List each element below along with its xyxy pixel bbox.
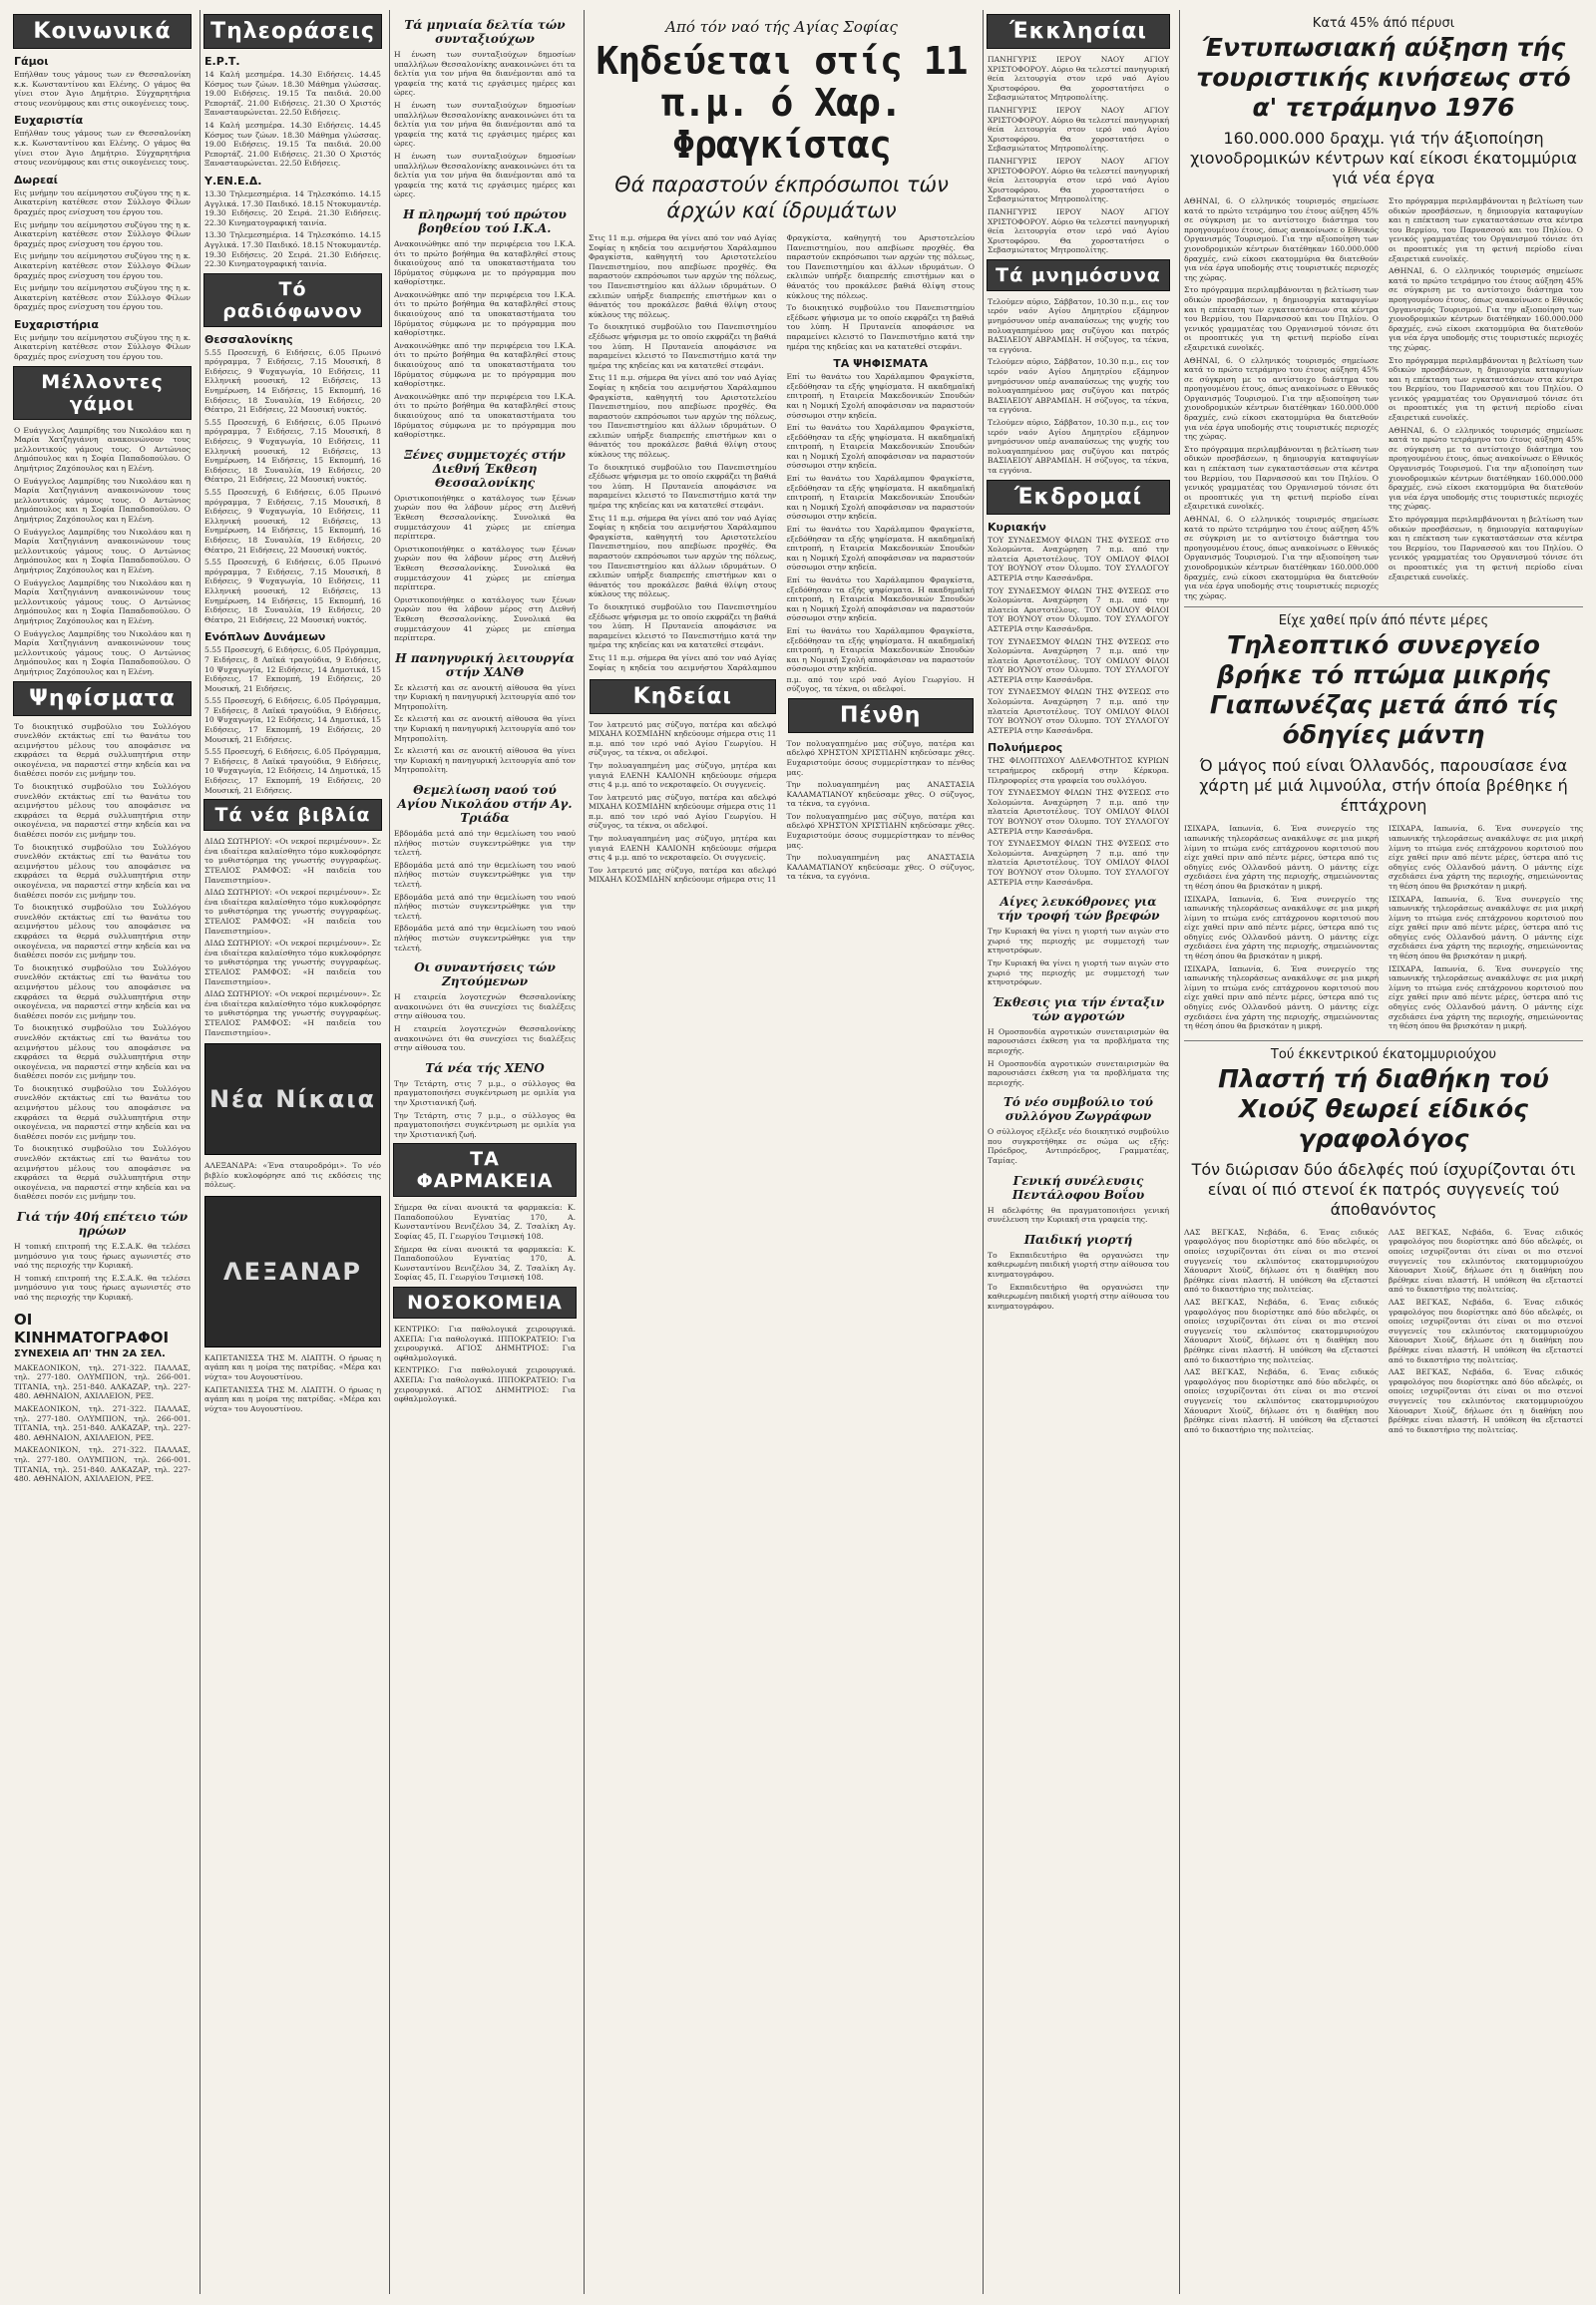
text-books-3: ΔΙΔΩ ΣΩΤΗΡΙΟΥ: «Οι νεκροί περιμένουν». Σε ένα ιδιαίτερα καλαίσθητο τόμο κυκλοφόρησε το μυθιστόρημα της γνωστής συγγραφέως. ΣΤΕΛΙΟΣ ΡΑΜΦΟΣ: «Η παιδεία του Πανεπιστημίου». [204,939,381,986]
text-leitourgia-2: Σε κλειστή και σε ανοικτή αίθουσα θα γίνει την Κυριακή η πανηγυρική λειτουργία από τον Μητροπολίτη. [394,714,576,743]
text-synantiseis-2: Η εταιρεία λογοτεχνών Θεσσαλονίκης ανακοινώνει ότι θα συνεχίσει τις διαλέξεις στην αίθουσα του. [394,1023,576,1053]
text-japan-5: ΙΣΙΧΑΡΑ, Ιαπωνία, 6. Ένα συνεργείο της ιαπωνικής τηλεοράσεως ανακάλυψε σε μια μικρή λίμνη το πτώμα ενός επτάχρονου κοριτσιού που είχε χαθεί πριν από πέντε μέρες, ύστερα από τις οδηγίες ενός Ολλανδού μάντη. Ο μάντης είχε σχεδιάσει ένα χάρτη της περιοχής, σημειώνοντας τη θέση όπου θα βρισκόταν η μικρή. [1389,894,1583,961]
text-will-3: ΛΑΣ ΒΕΓΚΑΣ, Νεβάδα, 6. Ένας ειδικός γραφολόγος που διορίστηκε από δύο αδελφές, οι οποίες ισχυρίζονται ότι είναι οι πιο στενοί συγγενείς του εκλιπόντος εκατομμυριούχου Χάουαρντ Χιούζ, δήλωσε ότι η διαθήκη που βρέθηκε είναι πλαστή. Η υπόθεση θα εξεταστεί από το δικαστήριο της πολιτείας. [1184,1367,1379,1434]
text-penthi-3: Τον πολυαγαπημένο μας σύζυγο, πατέρα και αδελφό ΧΡΗΣΤΟΝ ΧΡΙΣΤΙΔΗΝ κηδεύσαμε χθες. Ευχαριστούμε όσους συμμερίστηκαν το πένθος μας. [786,811,975,850]
photo-neo-nikaia: Νέα Νίκαια [204,1043,381,1155]
subhead-enoplwn: Ενόπλων Δυνάμεων [204,630,326,644]
section-head-tv: Τηλεοράσεις [203,14,382,49]
text-tourism-7: ΑΘΗΝΑΙ, 6. Ο ελληνικός τουρισμός σημείωσε κατά το πρώτο τετράμηνο του έτους αύξηση 45% σε σύγκριση με το αντίστοιχο διάστημα του προηγουμένου έτους, όπως ανακοίνωσε ο Εθνικός Οργανισμός Τουρισμού. Για την αξιοποίηση των χιονοδρομικών κέντρων διατέθηκαν 160.000.000 δραχμές, ενώ είκοσι εκατομμύρια θα διατεθούν για νέα έργα υποδομής στις τουριστικές περιοχές της χώρας. [1389,266,1583,352]
text-ika-3: Ανακοινώθηκε από την περιφέρεια του Ι.Κ.Α. ότι το πρώτο βοήθημα θα καταβληθεί στους δικαιούχους από τα υποκαταστήματα του Ιδρύματος σύμφωνα με το πρόγραμμα που καθορίστηκε. [394,340,576,389]
section-head-kideiai: Κηδείαι [590,679,776,714]
text-psifismata: Το διοικητικό συμβούλιο του Συλλόγου συνελθόν εκτάκτως επί τω θανάτω του αειμνήστου μέλους του αποφάσισε να εκφράσει τα θερμά συλλυπητήρια στην οικογένεια, να παραστεί στην κηδεία και να διαθέσει ποσόν εις μνήμην του. [14,721,191,779]
deck-japan: Ό μάγος πού είναι Όλλανδός, παρουσίασε ένα χάρτη μέ μιά λιμνούλα, στήν όποία βρέθηκε ή έπτάχρονη [1199,756,1568,816]
text-mellontes-5: Ο Ευάγγελος Λαμπρίδης του Νικολάου και η Μαρία Χατζηγιάννη ανακοινώνουν τους μελλοντικούς γάμους τους. Ο Αντώνιος Δημόπουλος και η Σοφία Παπαδοπούλου. Ο Δημήτριος Ζαχόπουλος και η Ελένη. [14,628,191,676]
text-tourism-3: ΑΘΗΝΑΙ, 6. Ο ελληνικός τουρισμός σημείωσε κατά το πρώτο τετράμηνο του έτους αύξηση 45% σε σύγκριση με το αντίστοιχο διάστημα του προηγουμένου έτους, όπως ανακοίνωσε ο Εθνικός Οργανισμός Τουρισμού. Για την αξιοποίηση των χιονοδρομικών κέντρων διατέθηκαν 160.000.000 δραχμές, ενώ είκοσι εκατομμύρια θα διατεθούν για νέα έργα υποδομής στις τουριστικές περιοχές της χώρας. [1184,355,1379,442]
headline-frangistas: Κηδεύεται στίς 11 π.μ. ό Χαρ. Φραγκίστας [596,39,968,167]
text-psif-6: Επί τω θανάτω του Χαράλαμπου Φραγκίστα, εξεδόθησαν τα εξής ψηφίσματα. Η ακαδημαϊκή επιτροπή, η Εταιρεία Μακεδονικών Σπουδών και η Νομική Σχολή αποφάσισαν να παραστούν σύσσωμοι στην κηδεία. [786,625,975,674]
column-tv-radio [200,10,385,2294]
text-enoplwn: 5.55 Προσευχή, 6 Ειδήσεις, 6.05 Πρόγραμμα, 7 Ειδήσεις, 8 Λαϊκά τραγούδια, 9 Ειδήσεις, 10 Ψυχαγωγία, 12 Ειδήσεις, 14 Δημοτικά, 15 Ειδήσεις, 17 Εκπομπή, 19 Ειδήσεις, 20 Μουσική, 21 Ειδήσεις. [204,645,381,693]
text-kideiai: Τον λατρευτό μας σύζυγο, πατέρα και αδελφό ΜΙΧΑΗΛ ΚΟΣΜΙΔΗΝ κηδεύουμε σήμερα στις 11 π.μ. από τον ιερό ναό Αγίου Γεωργίου. Η σύζυγος, τα τέκνα, οι αδελφοί. [589,719,777,758]
text-leitourgia-3: Σε κλειστή και σε ανοικτή αίθουσα θα γίνει την Κυριακή η πανηγυρική λειτουργία από τον Μητροπολίτη. [394,746,576,775]
text-ika-4: Ανακοινώθηκε από την περιφέρεια του Ι.Κ.Α. ότι το πρώτο βοήθημα θα καταβληθεί στους δικαιούχους από τα υποκαταστήματα του Ιδρύματος σύμφωνα με το πρόγραμμα που καθορίστηκε. [394,391,576,440]
text-yened: 13.30 Τηλεμεσημέρια. 14 Τηλεσκόπιο. 14.15 Αγγλικά. 17.30 Παιδικό. 18.15 Ντοκυμαντέρ. 19.30 Ειδήσεις. 20 Σειρά. 21.30 Ειδήσεις. 22.30 Κινηματογραφική ταινία. [204,189,381,227]
headline-japan: Τηλεοπτικό συνεργείο βρήκε τό πτώμα μικρής Γιαπωνέζας μετά άπό τίς όδηγίες μάντη [1209,630,1558,750]
text-cinema: ΜΑΚΕΔΟΝΙΚΟΝ, τηλ. 271-322. ΠΑΛΛΑΣ, τηλ. 277-180. ΟΛΥΜΠΙΟΝ, τηλ. 266-001. ΤΙΤΑΝΙΑ, τηλ. 251-840. ΑΛΚΑΖΑΡ, τηλ. 227-480. ΑΘΗΝΑΙΟΝ, ΑΧΙΛΛΕΙΟΝ, ΡΕΞ. [14,1362,191,1401]
text-eyxaristia: Επήλθαν τους γάμους των εν Θεσσαλονίκη κ.κ. Κωνσταντίνου και Ελένης. Ο γάμος θα γίνει στον Άγιο Δημήτριο. Σύγχαρητήρια στους νεονύμφους και στις οικογένειες τους. [14,129,191,168]
text-xenes-2: Οριστικοποιήθηκε ο κατάλογος των ξένων χωρών που θα λάβουν μέρος στη Διεθνή Έκθεση Θεσσαλονίκης. Συνολικά θα συμμετάσχουν 41 χώρες με επίσημα περίπτερα. [394,544,576,592]
headline-xeno: Τά νέα τής ΧΕΝΟ [425,1060,545,1075]
text-mellontes-2: Ο Ευάγγελος Λαμπρίδης του Νικολάου και η Μαρία Χατζηγιάννη ανακοινώνουν τους μελλοντικούς γάμους τους. Ο Αντώνιος Δημόπουλος και η Σοφία Παπαδοπούλου. Ο Δημήτριος Ζαχόπουλος και η Ελένη. [14,476,191,524]
headline-ika: Η πληρωμή τού πρώτου βοηθείου τού Ι.Κ.Α. [403,206,567,235]
text-themeliosi-2: Εβδομάδα μετά από την θεμελίωση του ναού πλήθος πιστών συγκεντρώθηκε για την τελετή. [394,860,576,889]
text-themeliosi-3: Εβδομάδα μετά από την θεμελίωση του ναού πλήθος πιστών συγκεντρώθηκε για την τελετή. [394,892,576,921]
text-japan-3: ΙΣΙΧΑΡΑ, Ιαπωνία, 6. Ένα συνεργείο της ιαπωνικής τηλεοράσεως ανακάλυψε σε μια μικρή λίμνη το πτώμα ενός επτάχρονου κοριτσιού που είχε χαθεί πριν από πέντε μέρες, ύστερα από τις οδηγίες ενός Ολλανδού μάντη. Ο μάντης είχε σχεδιάσει ένα χάρτη της περιοχής, σημειώνοντας τη θέση όπου θα βρισκόταν η μικρή. [1184,963,1379,1031]
text-syntaxiouxoi: Η ένωση των συνταξιούχων δημοσίων υπαλλήλων Θεσσαλονίκης ανακοινώνει ότι τα δελτία για τον μήνα θα διανέμονται από τα γραφεία της κατά τις εργάσιμες ημέρες και ώρες. [394,50,576,98]
text-polyimeros-2: ΤΟΥ ΣΥΝΔΕΣΜΟΥ ΦΙΛΩΝ ΤΗΣ ΦΥΣΕΩΣ στο Χολομώντα. Αναχώρηση 7 π.μ. από την πλατεία Αριστοτέλους. ΤΟΥ ΟΜΙΛΟΥ ΦΙΛΟΙ ΤΟΥ ΒΟΥΝΟΥ στον Όλυμπο. ΤΟΥ ΣΥΛΛΟΓΟΥ ΑΣΤΕΡΙΑ στην Κασσάνδρα. [988,788,1169,836]
headline-40i-epeteios: Γιά τήν 40ή επέτειο τών ηρώων [16,1210,189,1238]
text-40i-epeteios: Η τοπική επιτροπή της Ε.Σ.Α.Κ. θα τελέσει μνημόσυνο για τους ήρωες αγωνιστές στο ναό της περιοχής την Κυριακή. [14,1242,191,1271]
headline-themeliosi: Θεμελίωση ναού τού Αγίου Νικολάου στήν Αγ. Τριάδα [397,783,573,826]
text-memorials: Τελούμεν αύριο, Σάββατον, 10.30 π.μ., εις τον ιερόν ναόν Αγίου Δημητρίου εξάμηνον μνημόσυνον υπέρ αναπαύσεως της ψυχής του πολυαγαπημένου μας συζύγου και πατρός ΒΑΣΙΛΕΙΟΥ ΑΒΡΑΜΙΔΗ. Η σύζυγος, τα τέκνα, τα εγγόνια. [988,296,1169,354]
text-polyimeros: ΤΗΣ ΦΙΛΟΠΤΩΧΟΥ ΑΔΕΛΦΟΤΗΤΟΣ ΚΥΡΙΩΝ τετραήμερος εκδρομή στην Κέρκυρα. Πληροφορίες στα γραφεία του συλλόγου. [988,756,1169,785]
text-books: ΔΙΔΩ ΣΩΤΗΡΙΟΥ: «Οι νεκροί περιμένουν». Σε ένα ιδιαίτερα καλαίσθητο τόμο κυκλοφόρησε το μυθιστόρημα της γνωστής συγγραφέως. ΣΤΕΛΙΟΣ ΡΑΜΦΟΣ: «Η παιδεία του Πανεπιστημίου». [204,837,381,885]
text-tourism-4: Στο πρόγραμμα περιλαμβάνονται η βελτίωση των οδικών προσβάσεων, η δημιουργία καταφυγίων και η επέκταση των εγκαταστάσεων στα κέντρα του Βερμίου, του Παρνασσού και του Πηλίου. Ο γενικός γραμματέας του Οργανισμού τόνισε ότι οι προοπτικές για τη φετινή περίοδο είναι εξαιρετικά ευνοϊκές. [1184,444,1379,512]
text-enoplwn-2: 5.55 Προσευχή, 6 Ειδήσεις, 6.05 Πρόγραμμα, 7 Ειδήσεις, 8 Λαϊκά τραγούδια, 9 Ειδήσεις, 10 Ψυχαγωγία, 12 Ειδήσεις, 14 Δημοτικά, 15 Ειδήσεις, 17 Εκπομπή, 19 Ειδήσεις, 20 Μουσική, 21 Ειδήσεις. [204,696,381,744]
text-eyxaristiria: Εις μνήμην του αείμνηστου συζύγου της η κ. Αικατερίνη κατέθεσε στον Σύλλογο Φίλων δραχμές προς ενίσχυση του έργου του. [14,332,191,362]
text-books-4: ΔΙΔΩ ΣΩΤΗΡΙΟΥ: «Οι νεκροί περιμένουν». Σε ένα ιδιαίτερα καλαίσθητο τόμο κυκλοφόρησε το μυθιστόρημα της γνωστής συγγραφέως. ΣΤΕΛΙΟΣ ΡΑΜΦΟΣ: «Η παιδεία του Πανεπιστημίου». [204,989,381,1037]
subhead-psifismata: ΤΑ ΨΗΦΙΣΜΑΤΑ [833,357,929,371]
headline-will: Πλαστή τή διαθήκη τού Χιούζ θεωρεί είδικός γραφολόγος [1218,1063,1549,1153]
text-xenes-3: Οριστικοποιήθηκε ο κατάλογος των ξένων χωρών που θα λάβουν μέρος στη Διεθνή Έκθεση Θεσσαλονίκης. Συνολικά θα συμμετάσχουν 41 χώρες με επίσημα περίπτερα. [394,594,576,643]
deck-frangistas: Θά παραστούν έκπρόσωποι τών άρχών καί ίδρυμάτων [614,173,949,222]
text-polyimeros-3: ΤΟΥ ΣΥΝΔΕΣΜΟΥ ΦΙΛΩΝ ΤΗΣ ΦΥΣΕΩΣ στο Χολομώντα. Αναχώρηση 7 π.μ. από την πλατεία Αριστοτέλους. ΤΟΥ ΟΜΙΛΟΥ ΦΙΛΟΙ ΤΟΥ ΒΟΥΝΟΥ στον Όλυμπο. ΤΟΥ ΣΥΛΛΟΓΟΥ ΑΣΤΕΡΙΑ στην Κασσάνδρα. [988,839,1169,887]
text-kideiai-5: Τον λατρευτό μας σύζυγο, πατέρα και αδελφό ΜΙΧΑΗΛ ΚΟΣΜΙΔΗΝ κηδεύουμε σήμερα στις 11 π.μ. από τον ιερό ναό Αγίου Γεωργίου. Η σύζυγος, τα τέκνα, οι αδελφοί. [589,674,975,885]
section-head-memorials: Τά μνημόσυνα [987,259,1170,291]
text-neo-symvoulio: Ο σύλλογος εξέλεξε νέο διοικητικό συμβούλιο που συγκροτήθηκε σε σώμα ως εξής: Πρόεδρος, Αντιπρόεδρος, Γραμματέας, Ταμίας. [988,1127,1169,1166]
text-psif-2: Επί τω θανάτω του Χαράλαμπου Φραγκίστα, εξεδόθησαν τα εξής ψηφίσματα. Η ακαδημαϊκή επιτροπή, η Εταιρεία Μακεδονικών Σπουδών και η Νομική Σχολή αποφάσισαν να παραστούν σύσσωμοι στην κηδεία. [786,423,975,471]
text-paidiki-giorti-2: Το Εκπαιδευτήριο θα οργανώσει την καθιερωμένη παιδική γιορτή στην αίθουσα του κινηματογράφου. [988,1282,1169,1311]
text-psif-4: Επί τω θανάτω του Χαράλαμπου Φραγκίστα, εξεδόθησαν τα εξής ψηφίσματα. Η ακαδημαϊκή επιτροπή, η Εταιρεία Μακεδονικών Σπουδών και η Νομική Σχολή αποφάσισαν να παραστούν σύσσωμοι στην κηδεία. [786,525,975,573]
text-excursions-4: ΤΟΥ ΣΥΝΔΕΣΜΟΥ ΦΙΛΩΝ ΤΗΣ ΦΥΣΕΩΣ στο Χολομώντα. Αναχώρηση 7 π.μ. από την πλατεία Αριστοτέλους. ΤΟΥ ΟΜΙΛΟΥ ΦΙΛΟΙ ΤΟΥ ΒΟΥΝΟΥ στον Όλυμπο. ΤΟΥ ΣΥΛΛΟΓΟΥ ΑΣΤΕΡΙΑ στην Κασσάνδρα. [988,687,1169,735]
column-church-events [983,10,1173,2294]
text-gamoi: Επήλθαν τους γάμους των εν Θεσσαλονίκη κ.κ. Κωνσταντίνου και Ελένης. Ο γάμος θα γίνει στον Άγιο Δημήτριο. Σύγχαρητήρια στους νεονύμφους και στις οικογένειες τους. [14,70,191,108]
text-frangistas: Στις 11 π.μ. σήμερα θα γίνει από τον ναό Αγίας Σοφίας η κηδεία του αειμνήστου Χαράλαμπου Φραγκίστα, καθηγητή του Αριστοτελείου Πανεπιστημίου, που απεβίωσε προχθές. Θα παραστούν εκπρόσωποι των αρχών της πόλεως, του Πανεπιστημίου και άλλων ιδρυμάτων. Ο εκλιπών υπήρξε διαπρεπής επιστήμων και ο θάνατός του προκάλεσε βαθιά θλίψη στους κύκλους της πόλεως. [589,233,777,319]
text-ert: 14 Καλή μεσημέρα. 14.30 Ειδήσεις. 14.45 Κόσμος των ζώων. 18.30 Μάθημα γλώσσας. 19.00 Ειδήσεις. 19.15 Τα παιδιά. 20.00 Ρεπορτάζ. 21.00 Ειδήσεις. 21.30 Ο Χριστός Ξανασταυρώνεται. 22.50 Ειδήσεις. [204,70,381,118]
article-will [1182,1228,1585,1437]
text-psif-3: Επί τω θανάτω του Χαράλαμπου Φραγκίστα, εξεδόθησαν τα εξής ψηφίσματα. Η ακαδημαϊκή επιτροπή, η Εταιρεία Μακεδονικών Σπουδών και η Νομική Σχολή αποφάσισαν να παραστούν σύσσωμοι στην κηδεία. [786,474,975,522]
headline-kicker-will: Τού έκκεντρικού έκατομμυριούχου [1270,1046,1497,1062]
text-excursions: ΤΟΥ ΣΥΝΔΕΣΜΟΥ ΦΙΛΩΝ ΤΗΣ ΦΥΣΕΩΣ στο Χολομώντα. Αναχώρηση 7 π.μ. από την πλατεία Αριστοτέλους. ΤΟΥ ΟΜΙΛΟΥ ΦΙΛΟΙ ΤΟΥ ΒΟΥΝΟΥ στον Όλυμπο. ΤΟΥ ΣΥΛΛΟΓΟΥ ΑΣΤΕΡΙΑ στην Κασσάνδρα. [988,535,1169,582]
headline-kicker-tourism: Κατά 45% άπό πέρυσι [1312,16,1455,31]
text-aiges: Την Κυριακή θα γίνει η γιορτή των αιγών στο χωριό της περιοχής με συμμετοχή των κτηνοτρόφων. [988,927,1169,956]
text-themeliosi-4: Εβδομάδα μετά από την θεμελίωση του ναού πλήθος πιστών συγκεντρώθηκε για την τελετή. [394,924,576,953]
text-tourism-6: Στο πρόγραμμα περιλαμβάνονται η βελτίωση των οδικών προσβάσεων, η δημιουργία καταφυγίων και η επέκταση των εγκαταστάσεων στα κέντρα του Βερμίου, του Παρνασσού και του Πηλίου. Ο γενικός γραμματέας του Οργανισμού τόνισε ότι οι προοπτικές για τη φετινή περίοδο είναι εξαιρετικά ευνοϊκές. [1389,196,1583,263]
text-thess-4: 5.55 Προσευχή, 6 Ειδήσεις, 6.05 Πρωινό πρόγραμμα, 7 Ειδήσεις, 7.15 Μουσική, 8 Ειδήσεις, 9 Ψυχαγωγία, 10 Ειδήσεις, 11 Ελληνική μουσική, 12 Ειδήσεις, 13 Ενημέρωση, 14 Ειδήσεις, 15 Εκπομπή, 16 Ειδήσεις, 18 Συναυλία, 19 Ειδήσεις, 20 Θέατρο, 21 Ειδήσεις, 22 Μουσική νυκτός. [204,558,381,624]
headline-xenes: Ξένες συμμετοχές στήν Διεθνή Έκθεση Θεσσαλονίκης [404,447,566,490]
text-aleks: ΑΛΕΞΑΝΔΡΑ: «Ένα σταυροδρόμι». Το νέο βιβλίο κυκλοφόρησε από τις εκδόσεις της πόλεως. [204,1161,381,1190]
text-leitourgia: Σε κλειστή και σε ανοικτή αίθουσα θα γίνει την Κυριακή η πανηγυρική λειτουργία από τον Μητροπολίτη. [394,682,576,711]
text-tourism-5: ΑΘΗΝΑΙ, 6. Ο ελληνικός τουρισμός σημείωσε κατά το πρώτο τετράμηνο του έτους αύξηση 45% σε σύγκριση με το αντίστοιχο διάστημα του προηγουμένου έτους, όπως ανακοίνωσε ο Εθνικός Οργανισμός Τουρισμού. Για την αξιοποίηση των χιονοδρομικών κέντρων διατέθηκαν 160.000.000 δραχμές, ενώ είκοσι εκατομμύρια θα διατεθούν για νέα έργα υποδομής στις τουριστικές περιοχές της χώρας. [1184,515,1379,600]
text-psifismata-4: Το διοικητικό συμβούλιο του Συλλόγου συνελθόν εκτάκτως επί τω θανάτω του αειμνήστου μέλους του αποφάσισε να εκφράσει τα θερμά συλλυπητήρια στην οικογένεια, να παραστεί στην κηδεία και να διαθέσει ποσόν εις μνήμην του. [14,903,191,960]
text-will-2: ΛΑΣ ΒΕΓΚΑΣ, Νεβάδα, 6. Ένας ειδικός γραφολόγος που διορίστηκε από δύο αδελφές, οι οποίες ισχυρίζονται ότι είναι οι πιο στενοί συγγενείς του εκλιπόντος εκατομμυριούχου Χάουαρντ Χιούζ, δήλωσε ότι η διαθήκη που βρέθηκε είναι πλαστή. Η υπόθεση θα εξεταστεί από το δικαστήριο της πολιτείας. [1184,1297,1379,1364]
article-kideiai-penthi [587,675,977,886]
text-psif: Επί τω θανάτω του Χαράλαμπου Φραγκίστα, εξεδόθησαν τα εξής ψηφίσματα. Η ακαδημαϊκή επιτροπή, η Εταιρεία Μακεδονικών Σπουδών και η Νομική Σχολή αποφάσισαν να παραστούν σύσσωμοι στην κηδεία. [786,372,975,420]
text-ekthesi-2: Η Ομοσπονδία αγροτικών συνεταιρισμών θα παρουσιάσει έκθεση για τα προβλήματα της περιοχής. [988,1058,1169,1087]
subhead-gamoi: Γάμοι [14,55,49,68]
text-cinema-3: ΜΑΚΕΔΟΝΙΚΟΝ, τηλ. 271-322. ΠΑΛΛΑΣ, τηλ. 277-180. ΟΛΥΜΠΙΟΝ, τηλ. 266-001. ΤΙΤΑΝΙΑ, τηλ. 251-840. ΑΛΚΑΖΑΡ, τηλ. 227-480. ΑΘΗΝΑΙΟΝ, ΑΧΙΛΛΕΙΟΝ, ΡΕΞ. [14,1445,191,1484]
text-church-2: ΠΑΝΗΓΥΡΙΣ ΙΕΡΟΥ ΝΑΟΥ ΑΓΙΟΥ ΧΡΙΣΤΟΦΟΡΟΥ. Αύριο θα τελεστεί πανηγυρική θεία λειτουργία στον ιερό ναό Αγίου Χριστοφόρου. Θα χοροστατήσει ο Σεβασμιώτατος Μητροπολίτης. [988,105,1169,154]
text-hospitals: ΚΕΝΤΡΙΚΟ: Για παθολογικά χειρουργικά. ΑΧΕΠΑ: Για παθολογικά. ΙΠΠΟΚΡΑΤΕΙΟ: Για χειρουργικά. ΑΓΙΟΣ ΔΗΜΗΤΡΙΟΣ: Για οφθαλμολογικά. [394,1325,576,1362]
section-head-hospitals: ΝΟΣΟΚΟΜΕΙΑ [393,1287,577,1319]
text-dwreai-2: Εις μνήμην του αείμνηστου συζύγου της η κ. Αικατερίνη κατέθεσε στον Σύλλογο Φίλων δραχμές προς ενίσχυση του έργου του. [14,219,191,248]
headline-ekthesi: Έκθεσις για τήν ένταξιν τών αγροτών [992,994,1165,1023]
text-thess-3: 5.55 Προσευχή, 6 Ειδήσεις, 6.05 Πρωινό πρόγραμμα, 7 Ειδήσεις, 7.15 Μουσική, 8 Ειδήσεις, 9 Ψυχαγωγία, 10 Ειδήσεις, 11 Ελληνική μουσική, 12 Ειδήσεις, 13 Ενημέρωση, 14 Ειδήσεις, 15 Εκπομπή, 16 Ειδήσεις, 18 Συναυλία, 19 Ειδήσεις, 20 Θέατρο, 21 Ειδήσεις, 22 Μουσική νυκτός. [204,488,381,555]
text-penthi: Τον πολυαγαπημένο μας σύζυγο, πατέρα και αδελφό ΧΡΗΣΤΟΝ ΧΡΙΣΤΙΔΗΝ κηδεύσαμε χθες. Ευχαριστούμε όσους συμμερίστηκαν το πένθος μας. [786,738,975,777]
text-bottom: ΚΑΠΕΤΑΝΙΣΣΑ ΤΗΣ Μ. ΛΙΑΠΤΗ. Ο ήρωας η αγάπη και η μοίρα της πατρίδας. «Μέρα και νύχτα» του Αυγουστίνου. [204,1352,381,1382]
text-kideiai-2: Την πολυαγαπημένη μας σύζυγο, μητέρα και γιαγιά ΕΛΕΝΗ ΚΑΛΙΟΝΗ κηδεύουμε σήμερα στις 4 μ.μ. από το νεκροταφείο. Οι συγγενείς. [589,760,777,790]
subhead-eyxaristiria: Ευχαριστήρια [14,317,99,331]
text-psifismata-5: Το διοικητικό συμβούλιο του Συλλόγου συνελθόν εκτάκτως επί τω θανάτω του αειμνήστου μέλους του αποφάσισε να εκφράσει τα θερμά συλλυπητήρια στην οικογένεια, να παραστεί στην κηδεία και να διαθέσει ποσόν εις μνήμην του. [14,962,191,1020]
headline-leitourgia: Η πανηγυρική λειτουργία στήν ΧΑΝΘ [395,650,575,679]
text-kideiai-3: Τον λατρευτό μας σύζυγο, πατέρα και αδελφό ΜΙΧΑΗΛ ΚΟΣΜΙΔΗΝ κηδεύουμε σήμερα στις 11 π.μ. από τον ιερό ναό Αγίου Γεωργίου. Η σύζυγος, τα τέκνα, οι αδελφοί. [589,792,777,831]
text-japan: ΙΣΙΧΑΡΑ, Ιαπωνία, 6. Ένα συνεργείο της ιαπωνικής τηλεοράσεως ανακάλυψε σε μια μικρή λίμνη το πτώμα ενός επτάχρονου κοριτσιού που είχε χαθεί πριν από πέντε μέρες, ύστερα από τις οδηγίες ενός Ολλανδού μάντη. Ο μάντης είχε σχεδιάσει ένα χάρτη της περιοχής, σημειώνοντας τη θέση όπου θα βρισκόταν η μικρή. [1184,824,1379,891]
headline-kicker-japan: Είχε χαθεί πρίν άπό πέντε μέρες [1278,613,1489,629]
text-frangistas-3: Στις 11 π.μ. σήμερα θα γίνει από τον ναό Αγίας Σοφίας η κηδεία του αειμνήστου Χαράλαμπου Φραγκίστα, καθηγητή του Αριστοτελείου Πανεπιστημίου, που απεβίωσε προχθές. Θα παραστούν εκπρόσωποι των αρχών της πόλεως, του Πανεπιστημίου και άλλων ιδρυμάτων. Ο εκλιπών υπήρξε διαπρεπής επιστήμων και ο θάνατός του προκάλεσε βαθιά θλίψη στους κύκλους της πόλεως. [589,373,777,460]
text-will: ΛΑΣ ΒΕΓΚΑΣ, Νεβάδα, 6. Ένας ειδικός γραφολόγος που διορίστηκε από δύο αδελφές, οι οποίες ισχυρίζονται ότι είναι οι πιο στενοί συγγενείς του εκλιπόντος εκατομμυριούχου Χάουαρντ Χιούζ, δήλωσε ότι η διαθήκη που βρέθηκε είναι πλαστή. Η υπόθεση θα εξεταστεί από το δικαστήριο της πολιτείας. [1184,1227,1379,1295]
text-tourism-10: Στο πρόγραμμα περιλαμβάνονται η βελτίωση των οδικών προσβάσεων, η δημιουργία καταφυγίων και η επέκταση των εγκαταστάσεων στα κέντρα του Βερμίου, του Παρνασσού και του Πηλίου. Ο γενικός γραμματέας του Οργανισμού τόνισε ότι οι προοπτικές για τη φετινή περίοδο είναι εξαιρετικά ευνοϊκές. [1389,515,1583,581]
text-japan-6: ΙΣΙΧΑΡΑ, Ιαπωνία, 6. Ένα συνεργείο της ιαπωνικής τηλεοράσεως ανακάλυψε σε μια μικρή λίμνη το πτώμα ενός επτάχρονου κοριτσιού που είχε χαθεί πριν από πέντε μέρες, ύστερα από τις οδηγίες ενός Ολλανδού μάντη. Ο μάντης είχε σχεδιάσει ένα χάρτη της περιοχής, σημειώνοντας τη θέση όπου θα βρισκόταν η μικρή. [1389,963,1583,1031]
text-psif-5: Επί τω θανάτω του Χαράλαμπου Φραγκίστα, εξεδόθησαν τα εξής ψηφίσματα. Η ακαδημαϊκή επιτροπή, η Εταιρεία Μακεδονικών Σπουδών και η Νομική Σχολή αποφάσισαν να παραστούν σύσσωμοι στην κηδεία. [786,576,975,623]
text-psifismata-7: Το διοικητικό συμβούλιο του Συλλόγου συνελθόν εκτάκτως επί τω θανάτω του αειμνήστου μέλους του αποφάσισε να εκφράσει τα θερμά συλλυπητήρια στην οικογένεια, να παραστεί στην κηδεία και να διαθέσει ποσόν εις μνήμην του. [14,1083,191,1141]
text-psifismata-6: Το διοικητικό συμβούλιο του Συλλόγου συνελθόν εκτάκτως επί τω θανάτω του αειμνήστου μέλους του αποφάσισε να εκφράσει τα θερμά συλλυπητήρια στην οικογένεια, να παραστεί στην κηδεία και να διαθέσει ποσόν εις μνήμην του. [14,1023,191,1081]
text-frangistas-2: Το διοικητικό συμβούλιο του Πανεπιστημίου εξέδωσε ψήφισμα με το οποίο εκφράζει τη βαθιά του λύπη. Η Πρυτανεία αποφάσισε να παραμείνει κλειστό το Πανεπιστήμιο κατά την ημέρα της κηδείας και να κατατεθεί στεφάνι. [589,322,777,370]
subhead-yened: Υ.ΕΝ.Ε.Δ. [204,174,262,188]
headline-kicker-frangistas: Από τόν ναό τής Αγίας Σοφίας [665,18,898,36]
text-ika-2: Ανακοινώθηκε από την περιφέρεια του Ι.Κ.Α. ότι το πρώτο βοήθημα θα καταβληθεί στους δικαιούχους από τα υποκαταστήματα του Ιδρύματος σύμφωνα με το πρόγραμμα που καθορίστηκε. [394,289,576,338]
text-themeliosi: Εβδομάδα μετά από την θεμελίωση του ναού πλήθος πιστών συγκεντρώθηκε για την τελετή. [394,829,576,858]
section-head-social: Κοινωνικά [13,14,192,49]
text-books-2: ΔΙΔΩ ΣΩΤΗΡΙΟΥ: «Οι νεκροί περιμένουν». Σε ένα ιδιαίτερα καλαίσθητο τόμο κυκλοφόρησε το μυθιστόρημα της γνωστής συγγραφέως. ΣΤΕΛΙΟΣ ΡΑΜΦΟΣ: «Η παιδεία του Πανεπιστημίου». [204,888,381,936]
text-bottom-2: ΚΑΠΕΤΑΝΙΣΣΑ ΤΗΣ Μ. ΛΙΑΠΤΗ. Ο ήρωας η αγάπη και η μοίρα της πατρίδας. «Μέρα και νύχτα» του Αυγουστίνου. [204,1384,381,1413]
text-dwreai-3: Εις μνήμην του αείμνηστου συζύγου της η κ. Αικατερίνη κατέθεσε στον Σύλλογο Φίλων δραχμές προς ενίσχυση του έργου του. [14,251,191,280]
text-tourism-9: ΑΘΗΝΑΙ, 6. Ο ελληνικός τουρισμός σημείωσε κατά το πρώτο τετράμηνο του έτους αύξηση 45% σε σύγκριση με το αντίστοιχο διάστημα του προηγουμένου έτους, όπως ανακοίνωσε ο Εθνικός Οργανισμός Τουρισμού. Για την αξιοποίηση των χιονοδρομικών κέντρων διατέθηκαν 160.000.000 δραχμές, ενώ είκοσι εκατομμύρια θα διατεθούν για νέα έργα υποδομής στις τουριστικές περιοχές της χώρας. [1389,425,1583,512]
text-church-4: ΠΑΝΗΓΥΡΙΣ ΙΕΡΟΥ ΝΑΟΥ ΑΓΙΟΥ ΧΡΙΣΤΟΦΟΡΟΥ. Αύριο θα τελεστεί πανηγυρική θεία λειτουργία στον ιερό ναό Αγίου Χριστοφόρου. Θα χοροστατήσει ο Σεβασμιώτατος Μητροπολίτης. [988,206,1169,255]
text-cinema-2: ΜΑΚΕΔΟΝΙΚΟΝ, τηλ. 271-322. ΠΑΛΛΑΣ, τηλ. 277-180. ΟΛΥΜΠΙΟΝ, τηλ. 266-001. ΤΙΤΑΝΙΑ, τηλ. 251-840. ΑΛΚΑΖΑΡ, τηλ. 227-480. ΑΘΗΝΑΙΟΝ, ΑΧΙΛΛΕΙΟΝ, ΡΕΞ. [14,1403,191,1442]
text-40i-epeteios-2: Η τοπική επιτροπή της Ε.Σ.Α.Κ. θα τελέσει μνημόσυνο για τους ήρωες αγωνιστές στο ναό της περιοχής την Κυριακή. [14,1273,191,1302]
text-mellontes-4: Ο Ευάγγελος Λαμπρίδης του Νικολάου και η Μαρία Χατζηγιάννη ανακοινώνουν τους μελλοντικούς γάμους τους. Ο Αντώνιος Δημόπουλος και η Σοφία Παπαδοπούλου. Ο Δημήτριος Ζαχόπουλος και η Ελένη. [14,577,191,625]
text-thess-2: 5.55 Προσευχή, 6 Ειδήσεις, 6.05 Πρωινό πρόγραμμα, 7 Ειδήσεις, 7.15 Μουσική, 8 Ειδήσεις, 9 Ψυχαγωγία, 10 Ειδήσεις, 11 Ελληνική μουσική, 12 Ειδήσεις, 13 Ενημέρωση, 14 Ειδήσεις, 15 Εκπομπή, 16 Ειδήσεις, 18 Συναυλία, 19 Ειδήσεις, 20 Θέατρο, 21 Ειδήσεις, 22 Μουσική νυκτός. [204,417,381,485]
text-dwreai: Εις μνήμην του αείμνηστου συζύγου της η κ. Αικατερίνη κατέθεσε στον Σύλλογο Φίλων δραχμές προς ενίσχυση του έργου του. [14,188,191,216]
section-head-excursions: Έκδρομαί [987,480,1170,515]
headline-tourism: Έντυπωσιακή αύξηση τής τουριστικής κινήσεως στό α' τετράμηνο 1976 [1196,33,1571,122]
text-ekthesi: Η Ομοσπονδία αγροτικών συνεταιρισμών θα παρουσιάσει έκθεση για τα προβλήματα της περιοχής. [988,1026,1169,1055]
text-xenes: Οριστικοποιήθηκε ο κατάλογος των ξένων χωρών που θα λάβουν μέρος στη Διεθνή Έκθεση Θεσσαλονίκης. Συνολικά θα συμμετάσχουν 41 χώρες με επίσημα περίπτερα. [394,493,576,542]
text-excursions-3: ΤΟΥ ΣΥΝΔΕΣΜΟΥ ΦΙΛΩΝ ΤΗΣ ΦΥΣΕΩΣ στο Χολομώντα. Αναχώρηση 7 π.μ. από την πλατεία Αριστοτέλους. ΤΟΥ ΟΜΙΛΟΥ ΦΙΛΟΙ ΤΟΥ ΒΟΥΝΟΥ στον Όλυμπο. ΤΟΥ ΣΥΛΛΟΓΟΥ ΑΣΤΕΡΙΑ στην Κασσάνδρα. [988,636,1169,684]
subhead-dwreai: Δωρεαί [14,173,58,187]
section-head-books: Τά νέα βιβλία [203,799,382,831]
divider-2 [1184,1040,1583,1041]
headline-paidiki-giorti: Παιδική γιορτή [1023,1232,1133,1247]
text-tourism-8: Στο πρόγραμμα περιλαμβάνονται η βελτίωση των οδικών προσβάσεων, η δημιουργία καταφυγίων και η επέκταση των εγκαταστάσεων στα κέντρα του Βερμίου, του Παρνασσού και του Πηλίου. Ο γενικός γραμματέας του Οργανισμού τόνισε ότι οι προοπτικές για τη φετινή περίοδο είναι εξαιρετικά ευνοϊκές. [1389,355,1583,423]
text-paidiki-giorti: Το Εκπαιδευτήριο θα οργανώσει την καθιερωμένη παιδική γιορτή στην αίθουσα του κινηματογράφου. [988,1250,1169,1280]
text-psifismata-2: Το διοικητικό συμβούλιο του Συλλόγου συνελθόν εκτάκτως επί τω θανάτω του αειμνήστου μέλους του αποφάσισε να εκφράσει τα θερμά συλλυπητήρια στην οικογένεια, να παραστεί στην κηδεία και να διαθέσει ποσόν εις μνήμην του. [14,782,191,840]
text-psifismata-8: Το διοικητικό συμβούλιο του Συλλόγου συνελθόν εκτάκτως επί τω θανάτω του αειμνήστου μέλους του αποφάσισε να εκφράσει τα θερμά συλλυπητήρια στην οικογένεια, να παραστεί στην κηδεία και να διαθέσει ποσόν εις μνήμην του. [14,1144,191,1202]
text-japan-4: ΙΣΙΧΑΡΑ, Ιαπωνία, 6. Ένα συνεργείο της ιαπωνικής τηλεοράσεως ανακάλυψε σε μια μικρή λίμνη το πτώμα ενός επτάχρονου κοριτσιού που είχε χαθεί πριν από πέντε μέρες, ύστερα από τις οδηγίες ενός Ολλανδού μάντη. Ο μάντης είχε σχεδιάσει ένα χάρτη της περιοχής, σημειώνοντας τη θέση όπου θα βρισκόταν η μικρή. [1389,824,1583,891]
text-will-6: ΛΑΣ ΒΕΓΚΑΣ, Νεβάδα, 6. Ένας ειδικός γραφολόγος που διορίστηκε από δύο αδελφές, οι οποίες ισχυρίζονται ότι είναι οι πιο στενοί συγγενείς του εκλιπόντος εκατομμυριούχου Χάουαρντ Χιούζ, δήλωσε ότι η διαθήκη που βρέθηκε είναι πλαστή. Η υπόθεση θα εξεταστεί από το δικαστήριο της πολιτείας. [1389,1367,1583,1434]
section-head-mellontes: Μέλλοντες γάμοι [13,366,192,420]
photo-book-cover: ΛΕΞΑΝΑΡ [204,1196,381,1347]
subhead-thess: Θεσσαλονίκης [204,332,293,346]
text-syntaxiouxoi-2: Η ένωση των συνταξιούχων δημοσίων υπαλλήλων Θεσσαλονίκης ανακοινώνει ότι τα δελτία για τον μήνα θα διανέμονται από τα γραφεία της κατά τις εργάσιμες ημέρες και ώρες. [394,100,576,149]
deck-will: Τόν διώρισαν δύο άδελφές πού ίσχυρίζονται ότι είναι οί πιό στενοί έκ πατρός συγγενείς τού άποθανόντος [1191,1159,1576,1219]
text-tourism-2: Στο πρόγραμμα περιλαμβάνονται η βελτίωση των οδικών προσβάσεων, η δημιουργία καταφυγίων και η επέκταση των εγκαταστάσεων στα κέντρα του Βερμίου, του Παρνασσού και του Πηλίου. Ο γενικός γραμματέας του Οργανισμού τόνισε ότι οι προοπτικές για τη φετινή περίοδο είναι εξαιρετικά ευνοϊκές. [1184,285,1379,352]
text-church-3: ΠΑΝΗΓΥΡΙΣ ΙΕΡΟΥ ΝΑΟΥ ΑΓΙΟΥ ΧΡΙΣΤΟΦΟΡΟΥ. Αύριο θα τελεστεί πανηγυρική θεία λειτουργία στον ιερό ναό Αγίου Χριστοφόρου. Θα χοροστατήσει ο Σεβασμιώτατος Μητροπολίτης. [988,156,1169,204]
column-funeral-story [584,10,979,2294]
text-aiges-2: Την Κυριακή θα γίνει η γιορτή των αιγών στο χωριό της περιοχής με συμμετοχή των κτηνοτρόφων. [988,958,1169,987]
text-pharmacies: Σήμερα θα είναι ανοικτά τα φαρμακεία: Κ. Παπαδοπούλου Εγνατίας 170, Α. Κωνσταντίνου Βενιζέλου 34, Ζ. Τσαλίκη Αγ. Σοφίας 45, Π. Γεωργίου Τσιμισκή 108. [394,1203,576,1242]
column-announcements [389,10,580,2294]
text-xeno-2: Την Τετάρτη, στις 7 μ.μ., ο σύλλογος θα πραγματοποιήσει συγκέντρωση με ομιλία για την Χριστιανική ζωή. [394,1110,576,1139]
subhead-polyimeros: Πολυήμερος [988,741,1063,755]
text-ika: Ανακοινώθηκε από την περιφέρεια του Ι.Κ.Α. ότι το πρώτο βοήθημα θα καταβληθεί στους δικαιούχους από τα υποκαταστήματα του Ιδρύματος σύμφωνα με το πρόγραμμα που καθορίστηκε. [394,238,576,287]
subhead-ert: Ε.Ρ.Τ. [204,55,240,68]
text-memorials-3: Τελούμεν αύριο, Σάββατον, 10.30 π.μ., εις τον ιερόν ναόν Αγίου Δημητρίου εξάμηνον μνημόσυνον υπέρ αναπαύσεως της ψυχής του πολυαγαπημένου μας συζύγου και πατρός ΒΑΣΙΛΕΙΟΥ ΑΒΡΑΜΙΔΗ. Η σύζυγος, τα τέκνα, τα εγγόνια. [988,418,1169,475]
text-xeno: Την Τετάρτη, στις 7 μ.μ., ο σύλλογος θα πραγματοποιήσει συγκέντρωση με ομιλία για την Χριστιανική ζωή. [394,1078,576,1107]
text-memorials-2: Τελούμεν αύριο, Σάββατον, 10.30 π.μ., εις τον ιερόν ναόν Αγίου Δημητρίου εξάμηνον μνημόσυνον υπέρ αναπαύσεως της ψυχής του πολυαγαπημένου μας συζύγου και πατρός ΒΑΣΙΛΕΙΟΥ ΑΒΡΑΜΙΔΗ. Η σύζυγος, τα τέκνα, τα εγγόνια. [988,357,1169,415]
section-head-radio: Τό ραδιόφωνον [203,273,382,327]
text-geniki-synelefsi: Η αδελφότης θα πραγματοποιήσει γενική συνέλευση την Κυριακή στα γραφεία της. [988,1205,1169,1225]
text-penthi-4: Την πολυαγαπημένη μας ΑΝΑΣΤΑΣΙΑ ΚΑΛΑΜΑΤΙΑΝΟΥ κηδεύσαμε χθες. Ο σύζυγος, τα τέκνα, τα εγγόνια. [786,853,975,882]
section-head-psifismata: Ψηφίσματα [13,681,192,716]
text-ert-2: 14 Καλή μεσημέρα. 14.30 Ειδήσεις. 14.45 Κόσμος των ζώων. 18.30 Μάθημα γλώσσας. 19.00 Ειδήσεις. 19.15 Τα παιδιά. 20.00 Ρεπορτάζ. 21.00 Ειδήσεις. 21.30 Ο Χριστός Ξανασταυρώνεται. 22.50 Ειδήσεις. [204,120,381,169]
section-head-church: Έκκλησίαι [987,14,1170,49]
text-frangistas-6: Το διοικητικό συμβούλιο του Πανεπιστημίου εξέδωσε ψήφισμα με το οποίο εκφράζει τη βαθιά του λύπη. Η Πρυτανεία αποφάσισε να παραμείνει κλειστό το Πανεπιστήμιο κατά την ημέρα της κηδείας και να κατατεθεί στεφάνι. [589,601,777,650]
article-frangistas [587,233,977,675]
text-frangistas-7: Στις 11 π.μ. σήμερα θα γίνει από τον ναό Αγίας Σοφίας η κηδεία του αειμνήστου Χαράλαμπου Φραγκίστα, καθηγητή του Αριστοτελείου Πανεπιστημίου, που απεβίωσε προχθές. Θα παραστούν εκπρόσωποι των αρχών της πόλεως, του Πανεπιστημίου και άλλων ιδρυμάτων. Ο εκλιπών υπήρξε διαπρεπής επιστήμων και ο θάνατός του προκάλεσε βαθιά θλίψη στους κύκλους της πόλεως. [589,233,975,672]
headline-neo-symvoulio: Τό νέο συμβούλιο τού συλλόγου Ζωγράφων [1003,1095,1153,1124]
article-tourism [1182,196,1585,600]
column-social [10,10,195,2294]
subhead-kyriaki: Κυριακήν [988,520,1046,534]
text-syntaxiouxoi-3: Η ένωση των συνταξιούχων δημοσίων υπαλλήλων Θεσσαλονίκης ανακοινώνει ότι τα δελτία για τον μήνα θα διανέμονται από τα γραφεία της κατά τις εργάσιμες ημέρες και ώρες. [394,151,576,199]
article-japan [1182,824,1585,1033]
text-mellontes: Ο Ευάγγελος Λαμπρίδης του Νικολάου και η Μαρία Χατζηγιάννη ανακοινώνουν τους μελλοντικούς γάμους τους. Ο Αντώνιος Δημόπουλος και η Σοφία Παπαδοπούλου. Ο Δημήτριος Ζαχόπουλος και η Ελένη. [14,425,191,474]
headline-synantiseis: Οι συναντήσεις τών Ζητούμενων [414,960,556,989]
headline-geniki-synelefsi: Γενική συνέλευσις Πεντάλοφου Βοΐου [1011,1173,1145,1202]
headline-syntaxiouxoi: Τά μηνιαία δελτία τών συνταξιούχων [404,18,566,46]
text-frangistas-5: Στις 11 π.μ. σήμερα θα γίνει από τον ναό Αγίας Σοφίας η κηδεία του αειμνήστου Χαράλαμπου Φραγκίστα, καθηγητή του Αριστοτελείου Πανεπιστημίου, που απεβίωσε προχθές. Θα παραστούν εκπρόσωποι των αρχών της πόλεως, του Πανεπιστημίου και άλλων ιδρυμάτων. Ο εκλιπών υπήρξε διαπρεπής επιστήμων και ο θάνατός του προκάλεσε βαθιά θλίψη στους κύκλους της πόλεως. [589,513,777,599]
headline-aiges: Αίγες λευκόθρονες για τήν τροφή τών βρεφών [997,895,1160,924]
deck-tourism: 160.000.000 δραχμ. γιά τήν άξιοποίηση χιονοδρομικών κέντρων καί είκοσι έκατομμύρια γιά νέα έργα [1190,129,1577,188]
text-mellontes-3: Ο Ευάγγελος Λαμπρίδης του Νικολάου και η Μαρία Χατζηγιάννη ανακοινώνουν τους μελλοντικούς γάμους τους. Ο Αντώνιος Δημόπουλος και η Σοφία Παπαδοπούλου. Ο Δημήτριος Ζαχόπουλος και η Ελένη. [14,527,191,575]
text-tourism: ΑΘΗΝΑΙ, 6. Ο ελληνικός τουρισμός σημείωσε κατά το πρώτο τετράμηνο του έτους αύξηση 45% σε σύγκριση με το αντίστοιχο διάστημα του προηγουμένου έτους, όπως ανακοίνωσε ο Εθνικός Οργανισμός Τουρισμού. Για την αξιοποίηση των χιονοδρομικών κέντρων διατέθηκαν 160.000.000 δραχμές, ενώ είκοσι εκατομμύρια θα διατεθούν για νέα έργα υποδομής στις τουριστικές περιοχές της χώρας. [1184,196,1379,282]
text-excursions-2: ΤΟΥ ΣΥΝΔΕΣΜΟΥ ΦΙΛΩΝ ΤΗΣ ΦΥΣΕΩΣ στο Χολομώντα. Αναχώρηση 7 π.μ. από την πλατεία Αριστοτέλους. ΤΟΥ ΟΜΙΛΟΥ ΦΙΛΟΙ ΤΟΥ ΒΟΥΝΟΥ στον Όλυμπο. ΤΟΥ ΣΥΛΛΟΓΟΥ ΑΣΤΕΡΙΑ στην Κασσάνδρα. [988,585,1169,633]
text-japan-2: ΙΣΙΧΑΡΑ, Ιαπωνία, 6. Ένα συνεργείο της ιαπωνικής τηλεοράσεως ανακάλυψε σε μια μικρή λίμνη το πτώμα ενός επτάχρονου κοριτσιού που είχε χαθεί πριν από πέντε μέρες, ύστερα από τις οδηγίες ενός Ολλανδού μάντη. Ο μάντης είχε σχεδιάσει ένα χάρτη της περιοχής, σημειώνοντας τη θέση όπου θα βρισκόταν η μικρή. [1184,894,1379,961]
text-pharmacies-2: Σήμερα θα είναι ανοικτά τα φαρμακεία: Κ. Παπαδοπούλου Εγνατίας 170, Α. Κωνσταντίνου Βενιζέλου 34, Ζ. Τσαλίκη Αγ. Σοφίας 45, Π. Γεωργίου Τσιμισκή 108. [394,1244,576,1283]
text-penthi-2: Την πολυαγαπημένη μας ΑΝΑΣΤΑΣΙΑ ΚΑΛΑΜΑΤΙΑΝΟΥ κηδεύσαμε χθες. Ο σύζυγος, τα τέκνα, τα εγγόνια. [786,780,975,809]
newspaper-page [10,10,1586,2294]
section-head-pharmacies: ΤΑ ΦΑΡΜΑΚΕΙΑ [393,1143,577,1197]
text-thess: 5.55 Προσευχή, 6 Ειδήσεις, 6.05 Πρωινό πρόγραμμα, 7 Ειδήσεις, 7.15 Μουσική, 8 Ειδήσεις, 9 Ψυχαγωγία, 10 Ειδήσεις, 11 Ελληνική μουσική, 12 Ειδήσεις, 13 Ενημέρωση, 14 Ειδήσεις, 15 Εκπομπή, 16 Ειδήσεις, 18 Συναυλία, 19 Ειδήσεις, 20 Θέατρο, 21 Ειδήσεις, 22 Μουσική νυκτός. [204,347,381,415]
divider [1184,606,1583,607]
subhead-eyxaristia: Ευχαριστία [14,114,84,128]
text-yened-2: 13.30 Τηλεμεσημέρια. 14 Τηλεσκόπιο. 14.15 Αγγλικά. 17.30 Παιδικό. 18.15 Ντοκυμαντέρ. 19.30 Ειδήσεις. 20 Σειρά. 21.30 Ειδήσεις. 22.30 Κινηματογραφική ταινία. [204,230,381,269]
column-news [1179,10,1587,2294]
text-will-4: ΛΑΣ ΒΕΓΚΑΣ, Νεβάδα, 6. Ένας ειδικός γραφολόγος που διορίστηκε από δύο αδελφές, οι οποίες ισχυρίζονται ότι είναι οι πιο στενοί συγγενείς του εκλιπόντος εκατομμυριούχου Χάουαρντ Χιούζ, δήλωσε ότι η διαθήκη που βρέθηκε είναι πλαστή. Η υπόθεση θα εξεταστεί από το δικαστήριο της πολιτείας. [1389,1227,1583,1295]
text-hospitals-2: ΚΕΝΤΡΙΚΟ: Για παθολογικά χειρουργικά. ΑΧΕΠΑ: Για παθολογικά. ΙΠΠΟΚΡΑΤΕΙΟ: Για χειρουργικά. ΑΓΙΟΣ ΔΗΜΗΤΡΙΟΣ: Για οφθαλμολογικά. [394,1365,576,1404]
cinema-title: ΟΙ ΚΙΝΗΜΑΤΟΓΡΑΦΟΙ [14,1310,170,1346]
text-church: ΠΑΝΗΓΥΡΙΣ ΙΕΡΟΥ ΝΑΟΥ ΑΓΙΟΥ ΧΡΙΣΤΟΦΟΡΟΥ. Αύριο θα τελεστεί πανηγυρική θεία λειτουργία στον ιερό ναό Αγίου Χριστοφόρου. Θα χοροστατήσει ο Σεβασμιώτατος Μητροπολίτης. [988,55,1169,103]
text-will-5: ΛΑΣ ΒΕΓΚΑΣ, Νεβάδα, 6. Ένας ειδικός γραφολόγος που διορίστηκε από δύο αδελφές, οι οποίες ισχυρίζονται ότι είναι οι πιο στενοί συγγενείς του εκλιπόντος εκατομμυριούχου Χάουαρντ Χιούζ, δήλωσε ότι η διαθήκη που βρέθηκε είναι πλαστή. Η υπόθεση θα εξεταστεί από το δικαστήριο της πολιτείας. [1389,1297,1583,1364]
cinema-subtitle: ΣΥΝΕΧΕΙΑ ΑΠ' ΤΗΝ 2Α ΣΕΛ. [14,1347,166,1359]
section-head-penthi: Πένθη [788,698,975,733]
text-psifismata-3: Το διοικητικό συμβούλιο του Συλλόγου συνελθόν εκτάκτως επί τω θανάτω του αειμνήστου μέλους του αποφάσισε να εκφράσει τα θερμά συλλυπητήρια στην οικογένεια, να παραστεί στην κηδεία και να διαθέσει ποσόν εις μνήμην του. [14,842,191,900]
text-frangistas-4: Το διοικητικό συμβούλιο του Πανεπιστημίου εξέδωσε ψήφισμα με το οποίο εκφράζει τη βαθιά του λύπη. Η Πρυτανεία αποφάσισε να παραμείνει κλειστό το Πανεπιστήμιο κατά την ημέρα της κηδείας και να κατατεθεί στεφάνι. [589,462,777,511]
text-frangistas-8: Το διοικητικό συμβούλιο του Πανεπιστημίου εξέδωσε ψήφισμα με το οποίο εκφράζει τη βαθιά του λύπη. Η Πρυτανεία αποφάσισε να παραμείνει κλειστό το Πανεπιστήμιο κατά την ημέρα της κηδείας και να κατατεθεί στεφάνι. [786,303,975,351]
text-synantiseis: Η εταιρεία λογοτεχνών Θεσσαλονίκης ανακοινώνει ότι θα συνεχίσει τις διαλέξεις στην αίθουσα του. [394,992,576,1021]
text-kideiai-4: Την πολυαγαπημένη μας σύζυγο, μητέρα και γιαγιά ΕΛΕΝΗ ΚΑΛΙΟΝΗ κηδεύουμε σήμερα στις 4 μ.μ. από το νεκροταφείο. Οι συγγενείς. [589,834,777,863]
text-dwreai-4: Εις μνήμην του αείμνηστου συζύγου της η κ. Αικατερίνη κατέθεσε στον Σύλλογο Φίλων δραχμές προς ενίσχυση του έργου του. [14,283,191,312]
text-enoplwn-3: 5.55 Προσευχή, 6 Ειδήσεις, 6.05 Πρόγραμμα, 7 Ειδήσεις, 8 Λαϊκά τραγούδια, 9 Ειδήσεις, 10 Ψυχαγωγία, 12 Ειδήσεις, 14 Δημοτικά, 15 Ειδήσεις, 17 Εκπομπή, 19 Ειδήσεις, 20 Μουσική, 21 Ειδήσεις. [204,747,381,795]
